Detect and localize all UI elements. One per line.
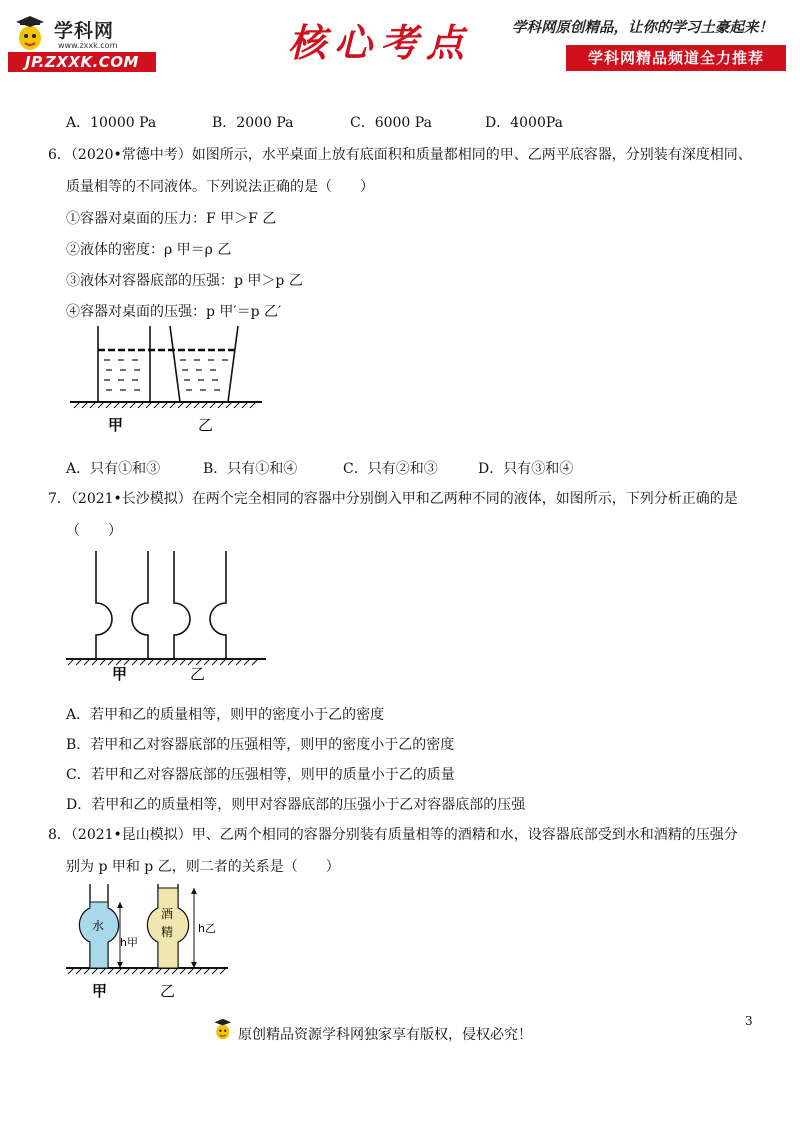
q8-stem-line2: 别为 p 甲和 p 乙，则二者的关系是（ ） <box>66 859 340 875</box>
water-fill <box>80 902 119 968</box>
footer-mascot-icon <box>212 1016 236 1042</box>
q8-fig-label-jia: 甲 <box>92 982 108 1000</box>
water-label: 水 <box>92 919 105 933</box>
container-jia-left-wall <box>96 551 112 659</box>
liquid-dashes <box>104 360 228 390</box>
q6-option-b: B．只有①和④ <box>203 461 298 477</box>
q6-statement-4: ④容器对桌面的压强：p 甲′＝p 乙′ <box>66 304 282 320</box>
q6-statement-3: ③液体对容器底部的压强：p 甲＞p 乙 <box>66 273 303 289</box>
alcohol-label-2: 精 <box>161 925 174 939</box>
q6-option-c: C．只有②和③ <box>343 461 438 477</box>
q6-fig-label-yi: 乙 <box>198 416 214 434</box>
mascot-icon <box>12 14 52 52</box>
alcohol-label-1: 酒 <box>161 907 174 921</box>
header-banner[interactable]: 学科网精品频道全力推荐 <box>566 45 786 71</box>
logo-domain: JP.ZXXK.COM <box>8 52 156 72</box>
q5-option-c: C．6000 Pa <box>350 115 432 131</box>
q7-figure <box>62 545 272 685</box>
site-logo[interactable] <box>8 14 158 72</box>
q7-fig-label-yi: 乙 <box>190 665 206 683</box>
q7-option-a: A．若甲和乙的质量相等，则甲的密度小于乙的密度 <box>66 707 385 723</box>
q7-option-d: D．若甲和乙的质量相等，则甲对容器底部的压强小于乙对容器底部的压强 <box>66 797 526 813</box>
q6-stem-line1: 6．（2020•常德中考）如图所示，水平桌面上放有底面积和质量都相同的甲、乙两平底容器，分别装有深度相同、 <box>48 147 752 163</box>
q6-statement-1: ①容器对桌面的压力：F 甲＞F 乙 <box>66 211 277 227</box>
q7-stem-line1: 7．（2021•长沙模拟）在两个完全相同的容器中分别倒入甲和乙两种不同的液体，如图所示，下列分析正确的是 <box>48 491 738 507</box>
h-jia-label: h甲 <box>120 936 138 949</box>
logo-url: www.zxxk.com <box>58 41 118 50</box>
container-jia-right-wall <box>132 551 148 659</box>
footer-copyright: 原创精品资源学科网独家享有版权，侵权必究！ <box>238 1027 532 1043</box>
q8-figure <box>62 880 232 1002</box>
q6-statement-2: ②液体的密度：ρ 甲＝ρ 乙 <box>66 242 232 258</box>
header-title: 核心考点 <box>287 21 472 65</box>
q5-option-b: B．2000 Pa <box>212 115 294 131</box>
q5-option-a: A．10000 Pa <box>66 115 157 131</box>
q5-option-d: D．4000Pa <box>485 115 563 131</box>
h-yi-label: h乙 <box>198 922 216 935</box>
q8-stem-line1: 8．（2021•昆山模拟）甲、乙两个相同的容器分别装有质量相等的酒精和水，设容器底部受到水和酒精的压强分 <box>48 827 738 843</box>
q8-fig-label-yi: 乙 <box>160 982 176 1000</box>
q6-figure <box>66 322 266 437</box>
q6-stem-line2: 质量相等的不同液体。下列说法正确的是（ ） <box>66 179 374 195</box>
header-slogan: 学科网原创精品，让你的学习土豪起来！ <box>512 20 773 36</box>
q6-option-a: A．只有①和③ <box>66 461 161 477</box>
q6-option-d: D．只有③和④ <box>478 461 574 477</box>
container-jia <box>98 326 150 402</box>
q7-option-b: B．若甲和乙对容器底部的压强相等，则甲的密度小于乙的密度 <box>66 737 455 753</box>
container-yi-right-wall <box>210 551 226 659</box>
page-number: 3 <box>745 1014 753 1028</box>
q6-fig-label-jia: 甲 <box>108 416 124 434</box>
container-yi-left-wall <box>174 551 190 659</box>
container-yi <box>170 326 238 402</box>
q7-stem-line2: （ ） <box>66 523 122 539</box>
logo-name: 学科网 <box>54 20 115 42</box>
q7-fig-label-jia: 甲 <box>112 665 128 683</box>
q7-option-c: C．若甲和乙对容器底部的压强相等，则甲的质量小于乙的质量 <box>66 767 455 783</box>
